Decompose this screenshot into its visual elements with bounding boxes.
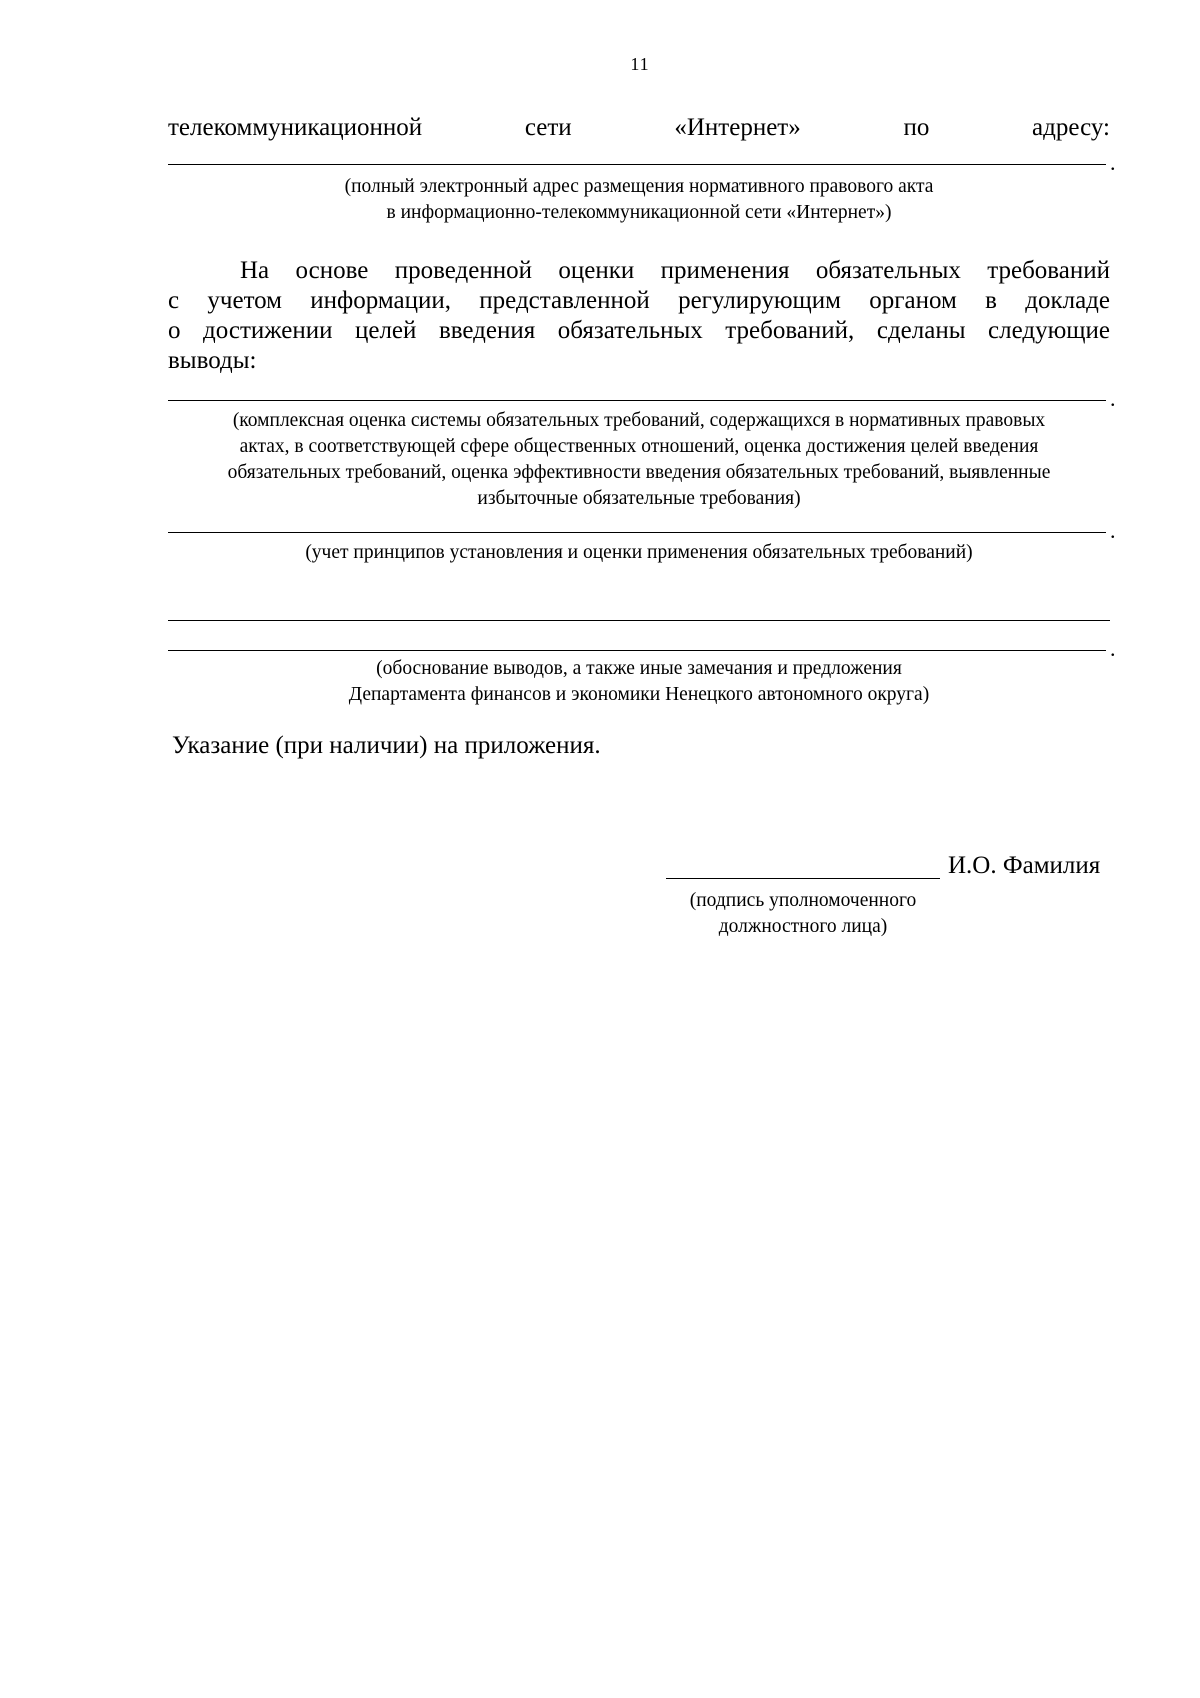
paragraph-line: о достижении целей введения обязательных требований, сделаны следующие <box>168 317 1110 344</box>
justification-fill-line-1 <box>168 620 1110 621</box>
principles-fill-line <box>168 532 1106 533</box>
address-word: «Интернет» <box>674 114 801 141</box>
conclusions-fill-line <box>168 400 1106 401</box>
caption-line: (комплексная оценка системы обязательных требований, содержащихся в нормативных правовых <box>232 410 1046 431</box>
signature-line <box>666 878 940 879</box>
paragraph-line: с учетом информации, представленной регулирующим органом в докладе <box>168 287 1110 314</box>
signature-caption <box>666 888 940 940</box>
caption-line: обязательных требований, оценка эффективности введения обязательных требований, выявленные <box>227 462 1051 483</box>
line-terminator: . <box>1110 518 1116 543</box>
conclusions-caption <box>168 408 1110 512</box>
address-word: по <box>903 114 930 141</box>
line-terminator: . <box>1110 636 1116 661</box>
address-word: телекоммуникационной <box>168 114 423 141</box>
caption-line: в информационно-телекоммуникационной сети «Интернет») <box>386 202 892 223</box>
line-terminator: . <box>1110 386 1116 411</box>
principles-caption: (учет принципов установления и оценки применения обязательных требований) <box>305 542 973 563</box>
attachments-text: Указание (при наличии) на приложения. <box>172 732 601 759</box>
justification-fill-line-2 <box>168 650 1106 651</box>
caption-line: избыточные обязательные требования) <box>477 488 801 509</box>
paragraph-line: На основе проведенной оценки применения обязательных требований <box>240 257 1110 284</box>
address-fill-line <box>168 164 1106 165</box>
address-word: сети <box>524 114 572 141</box>
address-caption <box>168 174 1110 226</box>
justification-caption <box>168 656 1110 708</box>
address-line <box>168 114 1110 142</box>
page-number: 11 <box>630 54 650 74</box>
caption-line: (подпись уполномоченного <box>689 890 917 911</box>
caption-line: актах, в соответствующей сфере общественных отношений, оценка достижения целей введения <box>239 436 1039 457</box>
paragraph-line: выводы: <box>168 347 257 374</box>
caption-line: должностного лица) <box>718 916 888 937</box>
caption-line: (обоснование выводов, а также иные замечания и предложения <box>376 658 902 679</box>
conclusions-paragraph <box>168 256 1110 376</box>
caption-line: (полный электронный адрес размещения нормативного правового акта <box>344 176 934 197</box>
signatory-name: И.О. Фамилия <box>948 852 1101 879</box>
line-terminator: . <box>1110 150 1116 175</box>
address-word: адресу: <box>1032 114 1110 141</box>
caption-line: Департамента финансов и экономики Ненецкого автономного округа) <box>348 684 930 705</box>
